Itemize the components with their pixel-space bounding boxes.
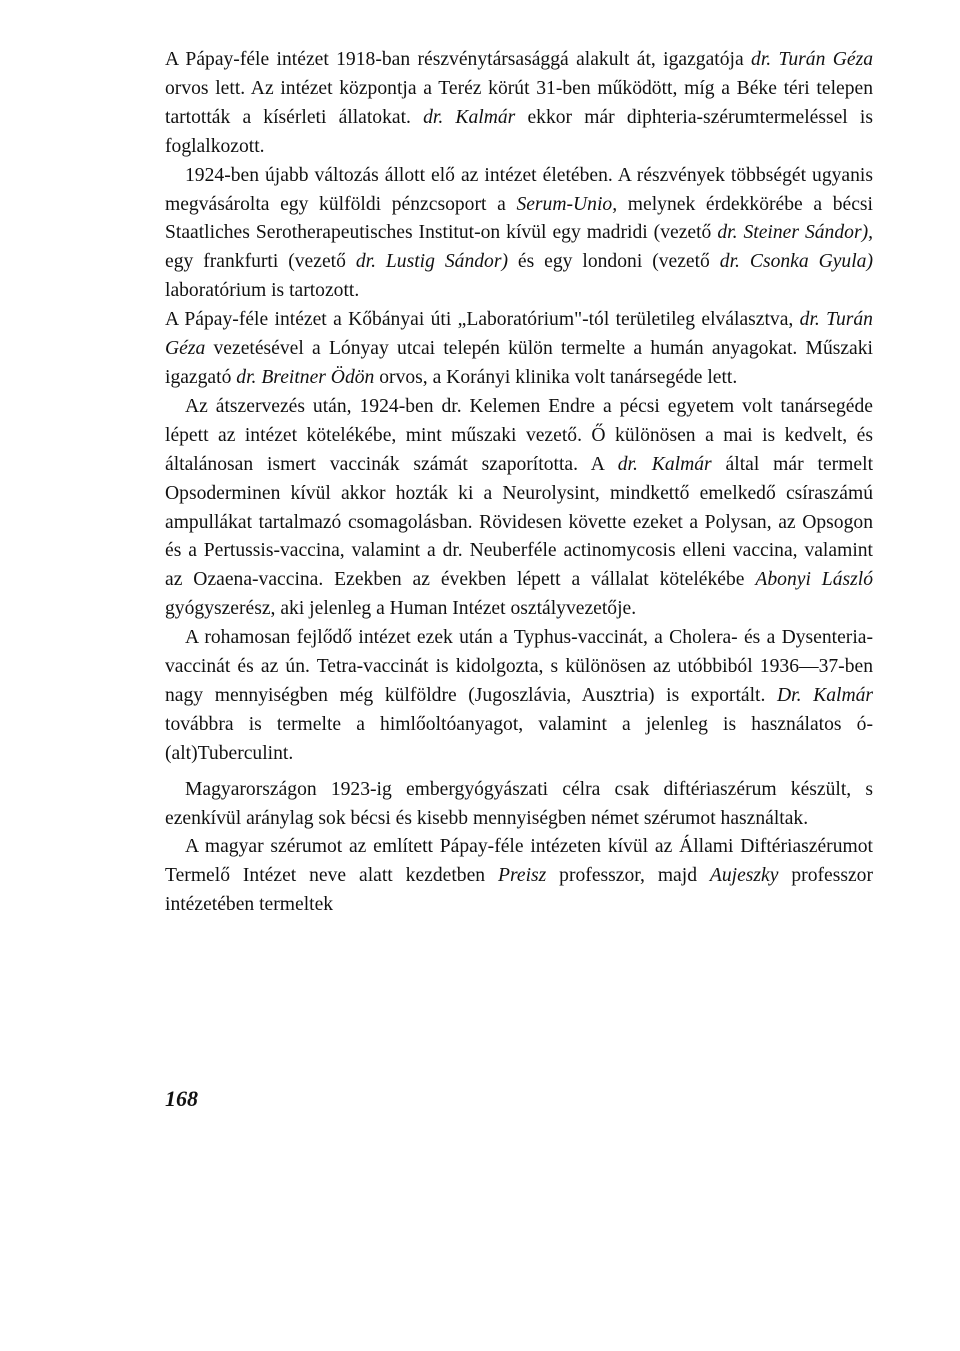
text-run: professzor, majd xyxy=(546,865,710,887)
italic-name-run: dr. Kalmár xyxy=(423,106,516,128)
italic-name-run: Dr. Kalmár xyxy=(777,684,874,706)
italic-name-run: Preisz xyxy=(498,865,547,887)
italic-name-run: Serum-Unio, xyxy=(516,193,618,215)
text-run: A rohamosan fejlődő intézet ezek után a Typhus-vaccinát, a Cholera- és a Dysenteria-vaccinát és az ún. Tetra-vaccinát is kidolgozta, s különösen az utóbbiból 1936—37-ben nagy mennyiségben még külföldre (Jugoszlávia, Ausztria) is exportált. xyxy=(165,627,873,706)
text-run: 1924-ben újabb változás állott elő az intézet életében. A részvények többségét ugyanis megvásárolta egy külföldi pénzcsoport a xyxy=(165,164,873,215)
text-run: vezetésével a Lónyay utcai telepén külön termelte a humán anyagokat. Műszaki igazgató xyxy=(165,338,873,388)
text-run: továbbra is termelte a himlőoltóanyagot, valamint a jelenleg is használatos ó-(alt)Tuberculint. xyxy=(165,713,873,764)
text-run: laboratórium is tartozott. xyxy=(165,280,360,302)
page-body xyxy=(165,46,873,920)
italic-name-run: dr. Lustig Sándor) xyxy=(355,251,508,273)
italic-name-run: dr. Steiner Sándor), xyxy=(717,222,873,244)
italic-name-run: dr. Kalmár xyxy=(617,453,712,475)
text-run: ekkor már diphteria-szérumtermeléssel is foglalkozott. xyxy=(165,106,873,157)
paragraph xyxy=(165,162,873,307)
italic-name-run: dr. Breitner Ödön xyxy=(236,366,375,388)
text-run: és egy londoni (vezető xyxy=(507,251,720,273)
text-run: egy frankfurti (vezető xyxy=(165,251,356,273)
text-run: A Pápay-féle intézet 1918-ban részvénytársasággá alakult át, igazgatója xyxy=(165,49,752,70)
text-run: által már termelt Opsoderminen kívül akkor hozták ki a Neurolysint, mindkettő emelkedő csíraszámú ampullákat tartalmazó csomagolásban. Rövidesen követte ezeket a Polysan, az Opsogon és a Pertussis-vaccina, valamint a dr. Neuberféle actinomycosis elleni vaccina, valamint az Ozaena-vaccina. Ezekben az években lépett a vállalat kötelékébe xyxy=(165,453,874,591)
italic-name-run: dr. Turán Géza xyxy=(751,49,873,70)
paragraph xyxy=(165,833,873,920)
text-run: Magyarországon 1923-ig embergyógyászati célra csak diftériaszérum készült, s ezenkívül aránylag sok bécsi és kisebb mennyiségben német szérumot használtak. xyxy=(165,778,873,829)
text-run: melynek érdekkörébe a bécsi Staatliches Serotherapeutisches Institut-on kívül egy madridi (vezető xyxy=(165,193,873,244)
italic-name-run: dr. Turán Géza xyxy=(165,309,873,360)
paragraph xyxy=(165,393,873,624)
paragraph xyxy=(165,776,873,834)
text-run: gyógyszerész, aki jelenleg a Human Intézet osztályvezetője. xyxy=(165,598,637,620)
paragraph xyxy=(165,46,873,162)
italic-name-run: Abonyi László xyxy=(755,569,873,591)
text-run: orvos lett. Az intézet központja a Teréz körút 31-ben működött, míg a Béke téri telepen tartották a kísérleti állatokat. xyxy=(165,77,873,128)
text-run: A Pápay-féle intézet a Kőbányai úti „Laboratórium"-tól területileg elválasztva, xyxy=(165,309,800,331)
text-run: professzor intézetében termeltek xyxy=(165,865,873,916)
italic-name-run: dr. Csonka Gyula) xyxy=(719,251,873,273)
text-run: A magyar szérumot az említett Pápay-féle intézeten kívül az Állami Diftériaszérumot Termelő Intézet neve alatt kezdetben xyxy=(165,836,873,887)
text-run: Az átszervezés után, 1924-ben dr. Kelemen Endre a pécsi egyetem volt tanársegéde lépett az intézet kötelékébe, mint műszaki vezető. Ő különösen a mai is kedvelt, és általánosan ismert vaccinák számát szaporította. A xyxy=(165,395,873,475)
page-number: 168 xyxy=(165,1086,198,1111)
text-run: orvos, a Korányi klinika volt tanársegéde lett. xyxy=(374,366,738,388)
paragraph xyxy=(165,624,873,769)
italic-name-run: Aujeszky xyxy=(709,865,779,887)
paragraph xyxy=(165,306,873,393)
